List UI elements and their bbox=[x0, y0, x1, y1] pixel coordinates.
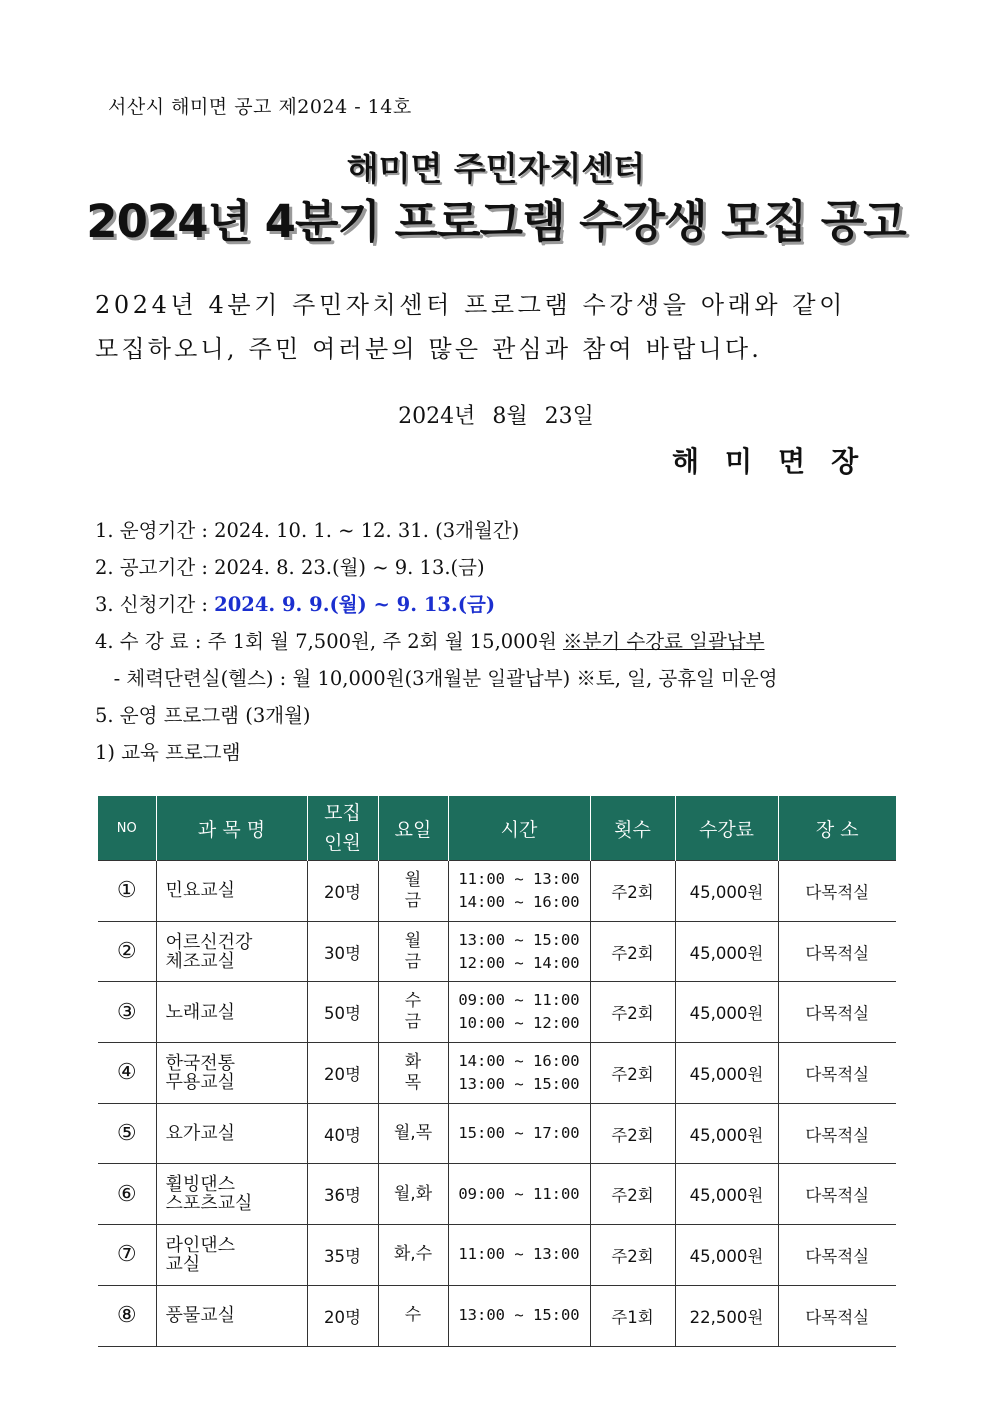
item-fee bbox=[95, 623, 905, 660]
row-number bbox=[98, 1225, 156, 1286]
table-row bbox=[98, 982, 896, 1043]
row-place-text: 다목적실 bbox=[805, 1064, 870, 1084]
row-number bbox=[98, 1043, 156, 1104]
header-subject: 과 목 명 bbox=[156, 796, 307, 861]
row-time-text: 11:00 ~ 13:00 bbox=[458, 1245, 580, 1264]
item-application-period bbox=[95, 586, 905, 623]
intro-line-1: 2024년 4분기 주민자치센터 프로그램 수강생을 아래와 같이 bbox=[95, 291, 846, 319]
row-time bbox=[448, 1225, 590, 1286]
row-subject bbox=[156, 982, 307, 1043]
row-time bbox=[448, 921, 590, 982]
header-place: 장 소 bbox=[778, 796, 896, 861]
row-day bbox=[378, 1225, 448, 1286]
row-capacity-text: 30명 bbox=[324, 943, 361, 963]
row-sessions bbox=[590, 921, 675, 982]
row-time-text: 11:00 ~ 13:00 bbox=[458, 869, 580, 888]
row-time-text: 13:00 ~ 15:00 bbox=[458, 1074, 580, 1093]
row-day-text: 금 bbox=[404, 951, 422, 972]
notice-date: 2024년 8월 23일 bbox=[398, 404, 594, 429]
row-day-text: 월 bbox=[404, 869, 422, 890]
row-day-text: 금 bbox=[404, 890, 422, 911]
row-capacity-text: 20명 bbox=[324, 1064, 361, 1084]
row-subject bbox=[156, 1043, 307, 1104]
row-subject-text: 체조교실 bbox=[165, 950, 236, 972]
row-number bbox=[98, 1103, 156, 1164]
row-place bbox=[778, 861, 896, 922]
title-organization: 해미면 주민자치센터 bbox=[346, 149, 646, 188]
row-time-text: 14:00 ~ 16:00 bbox=[458, 892, 580, 911]
row-subject bbox=[156, 1225, 307, 1286]
row-subject bbox=[156, 921, 307, 982]
row-time-text: 09:00 ~ 11:00 bbox=[458, 991, 580, 1010]
row-number bbox=[98, 921, 156, 982]
row-capacity-text: 20명 bbox=[324, 882, 361, 902]
row-day-text: 금 bbox=[404, 1012, 422, 1033]
row-sessions-text: 주2회 bbox=[611, 1246, 654, 1266]
row-fee bbox=[675, 1103, 778, 1164]
row-sessions-text: 주2회 bbox=[611, 1064, 654, 1084]
row-fee bbox=[675, 1043, 778, 1104]
row-day bbox=[378, 1103, 448, 1164]
row-sessions bbox=[590, 1043, 675, 1104]
row-place-text: 다목적실 bbox=[805, 882, 870, 902]
row-number-text: ③ bbox=[116, 999, 137, 1025]
row-fee-text: 45,000원 bbox=[689, 1246, 764, 1266]
table-row bbox=[98, 1164, 896, 1225]
row-number bbox=[98, 1164, 156, 1225]
row-sessions-text: 주2회 bbox=[611, 943, 654, 963]
row-day-text: 화,수 bbox=[393, 1244, 433, 1265]
row-day bbox=[378, 1285, 448, 1346]
row-place bbox=[778, 1164, 896, 1225]
item-education-programs: 1) 교육 프로그램 bbox=[95, 741, 241, 764]
item-fee-gym: - 체력단련실(헬스) : 월 10,000원(3개월분 일괄납부) ※토, 일, 공휴일 미운영 bbox=[95, 667, 778, 690]
row-capacity-text: 40명 bbox=[324, 1125, 361, 1145]
row-time bbox=[448, 861, 590, 922]
row-day bbox=[378, 861, 448, 922]
row-fee-text: 45,000원 bbox=[689, 882, 764, 902]
row-sessions-text: 주2회 bbox=[611, 882, 654, 902]
row-time bbox=[448, 982, 590, 1043]
header-capacity-line1: 모집 bbox=[324, 802, 361, 824]
fee-note: ※분기 수강료 일괄납부 bbox=[563, 630, 765, 653]
row-sessions bbox=[590, 982, 675, 1043]
row-day-text: 수 bbox=[404, 991, 422, 1012]
row-capacity bbox=[307, 1164, 378, 1225]
row-fee bbox=[675, 1225, 778, 1286]
row-fee-text: 45,000원 bbox=[689, 1004, 764, 1024]
page-title: 2024년 4분기 프로그램 수강생 모집 공고 bbox=[86, 195, 906, 248]
row-subject-text: 휠빙댄스 bbox=[165, 1174, 236, 1196]
row-time-text: 12:00 ~ 14:00 bbox=[458, 953, 580, 972]
row-fee-text: 45,000원 bbox=[689, 943, 764, 963]
row-fee-text: 22,500원 bbox=[689, 1307, 764, 1327]
row-time bbox=[448, 1285, 590, 1346]
notice-number: 서산시 해미면 공고 제2024 - 14호 bbox=[108, 96, 412, 118]
row-subject-text: 어르신건강 bbox=[165, 931, 253, 953]
row-time-text: 14:00 ~ 16:00 bbox=[458, 1051, 580, 1070]
row-place-text: 다목적실 bbox=[805, 1004, 870, 1024]
row-place-text: 다목적실 bbox=[805, 1307, 870, 1327]
row-day-text: 월,화 bbox=[393, 1183, 433, 1204]
header-time: 시간 bbox=[448, 796, 590, 861]
row-subject-text: 라인댄스 bbox=[165, 1234, 236, 1256]
row-day-text: 목 bbox=[404, 1072, 422, 1093]
row-time-text: 09:00 ~ 11:00 bbox=[458, 1184, 580, 1203]
row-capacity-text: 35명 bbox=[324, 1246, 361, 1266]
row-capacity bbox=[307, 1103, 378, 1164]
row-time-text: 10:00 ~ 12:00 bbox=[458, 1014, 580, 1033]
application-period-value: 2024. 9. 9.(월) ~ 9. 13.(금) bbox=[214, 593, 496, 616]
row-fee-text: 45,000원 bbox=[689, 1125, 764, 1145]
header-fee: 수강료 bbox=[675, 796, 778, 861]
table-row bbox=[98, 1103, 896, 1164]
row-place-text: 다목적실 bbox=[805, 1125, 870, 1145]
row-sessions bbox=[590, 1285, 675, 1346]
row-place-text: 다목적실 bbox=[805, 943, 870, 963]
row-number-text: ② bbox=[116, 939, 137, 965]
row-capacity bbox=[307, 921, 378, 982]
row-number bbox=[98, 1285, 156, 1346]
row-subject bbox=[156, 1285, 307, 1346]
row-fee bbox=[675, 921, 778, 982]
row-sessions bbox=[590, 1164, 675, 1225]
row-day-text: 월,목 bbox=[393, 1123, 433, 1144]
row-sessions bbox=[590, 1103, 675, 1164]
header-capacity bbox=[307, 796, 378, 861]
row-time bbox=[448, 1103, 590, 1164]
row-number bbox=[98, 982, 156, 1043]
row-sessions-text: 주2회 bbox=[611, 1004, 654, 1024]
row-time-text: 15:00 ~ 17:00 bbox=[458, 1124, 580, 1143]
table-row bbox=[98, 921, 896, 982]
row-day-text: 수 bbox=[404, 1305, 422, 1326]
row-sessions-text: 주2회 bbox=[611, 1125, 654, 1145]
fee-label: 4. 수 강 료 : 주 1회 월 7,500원, 주 2회 월 15,000원 bbox=[95, 630, 564, 653]
row-time bbox=[448, 1043, 590, 1104]
header-no: NO bbox=[98, 796, 156, 861]
notice-items bbox=[95, 512, 905, 771]
row-capacity-text: 36명 bbox=[324, 1186, 361, 1206]
row-number-text: ⑦ bbox=[116, 1242, 137, 1268]
table-row bbox=[98, 1285, 896, 1346]
row-day bbox=[378, 1043, 448, 1104]
row-sessions bbox=[590, 1225, 675, 1286]
signature: 해미면장 bbox=[672, 445, 885, 478]
row-place bbox=[778, 982, 896, 1043]
row-capacity bbox=[307, 1043, 378, 1104]
row-subject-text: 스포츠교실 bbox=[165, 1193, 253, 1215]
table-body bbox=[98, 861, 896, 1347]
row-sessions-text: 주2회 bbox=[611, 1186, 654, 1206]
row-place bbox=[778, 1103, 896, 1164]
row-day bbox=[378, 982, 448, 1043]
row-subject-text: 무용교실 bbox=[165, 1071, 236, 1093]
item-notice-period: 2. 공고기간 : 2024. 8. 23.(월) ~ 9. 13.(금) bbox=[95, 556, 485, 579]
row-day-text: 화 bbox=[404, 1051, 422, 1072]
application-period-label: 3. 신청기간 : bbox=[95, 593, 215, 616]
row-capacity bbox=[307, 982, 378, 1043]
row-sessions bbox=[590, 861, 675, 922]
table-row bbox=[98, 1043, 896, 1104]
header-day: 요일 bbox=[378, 796, 448, 861]
item-programs: 5. 운영 프로그램 (3개월) bbox=[95, 704, 311, 727]
row-capacity bbox=[307, 1225, 378, 1286]
row-subject-text: 풍물교실 bbox=[165, 1305, 236, 1327]
row-subject-text: 한국전통 bbox=[165, 1052, 236, 1074]
row-subject bbox=[156, 1164, 307, 1225]
row-number-text: ⑧ bbox=[116, 1303, 137, 1329]
row-capacity-text: 20명 bbox=[324, 1307, 361, 1327]
row-fee-text: 45,000원 bbox=[689, 1186, 764, 1206]
row-capacity bbox=[307, 861, 378, 922]
row-place-text: 다목적실 bbox=[805, 1186, 870, 1206]
row-fee bbox=[675, 861, 778, 922]
item-operation-period: 1. 운영기간 : 2024. 10. 1. ~ 12. 31. (3개월간) bbox=[95, 519, 520, 542]
row-place bbox=[778, 1043, 896, 1104]
row-place-text: 다목적실 bbox=[805, 1246, 870, 1266]
row-capacity-text: 50명 bbox=[324, 1004, 361, 1024]
row-place bbox=[778, 921, 896, 982]
row-fee bbox=[675, 1164, 778, 1225]
row-day bbox=[378, 921, 448, 982]
row-place bbox=[778, 1285, 896, 1346]
row-subject-text: 요가교실 bbox=[165, 1123, 236, 1145]
row-number-text: ⑤ bbox=[116, 1121, 137, 1147]
table-row bbox=[98, 1225, 896, 1286]
table-header-row bbox=[98, 796, 896, 861]
intro-paragraph bbox=[95, 283, 895, 371]
row-number-text: ① bbox=[116, 878, 137, 904]
row-number-text: ④ bbox=[116, 1060, 137, 1086]
table-row bbox=[98, 861, 896, 922]
row-number-text: ⑥ bbox=[116, 1181, 137, 1207]
row-subject bbox=[156, 861, 307, 922]
header-capacity-line2: 인원 bbox=[324, 832, 361, 854]
row-fee-text: 45,000원 bbox=[689, 1064, 764, 1084]
row-time-text: 13:00 ~ 15:00 bbox=[458, 1306, 580, 1325]
row-day bbox=[378, 1164, 448, 1225]
row-time bbox=[448, 1164, 590, 1225]
header-sessions: 횟수 bbox=[590, 796, 675, 861]
row-subject bbox=[156, 1103, 307, 1164]
row-subject-text: 교실 bbox=[165, 1253, 201, 1275]
row-fee bbox=[675, 1285, 778, 1346]
row-capacity bbox=[307, 1285, 378, 1346]
row-subject-text: 민요교실 bbox=[165, 880, 236, 902]
row-subject-text: 노래교실 bbox=[165, 1001, 236, 1023]
row-number bbox=[98, 861, 156, 922]
row-sessions-text: 주1회 bbox=[611, 1307, 654, 1327]
row-fee bbox=[675, 982, 778, 1043]
row-day-text: 월 bbox=[404, 930, 422, 951]
program-table bbox=[98, 796, 896, 1347]
row-place bbox=[778, 1225, 896, 1286]
intro-line-2: 모집하오니, 주민 여러분의 많은 관심과 참여 바랍니다. bbox=[95, 335, 763, 363]
row-time-text: 13:00 ~ 15:00 bbox=[458, 930, 580, 949]
